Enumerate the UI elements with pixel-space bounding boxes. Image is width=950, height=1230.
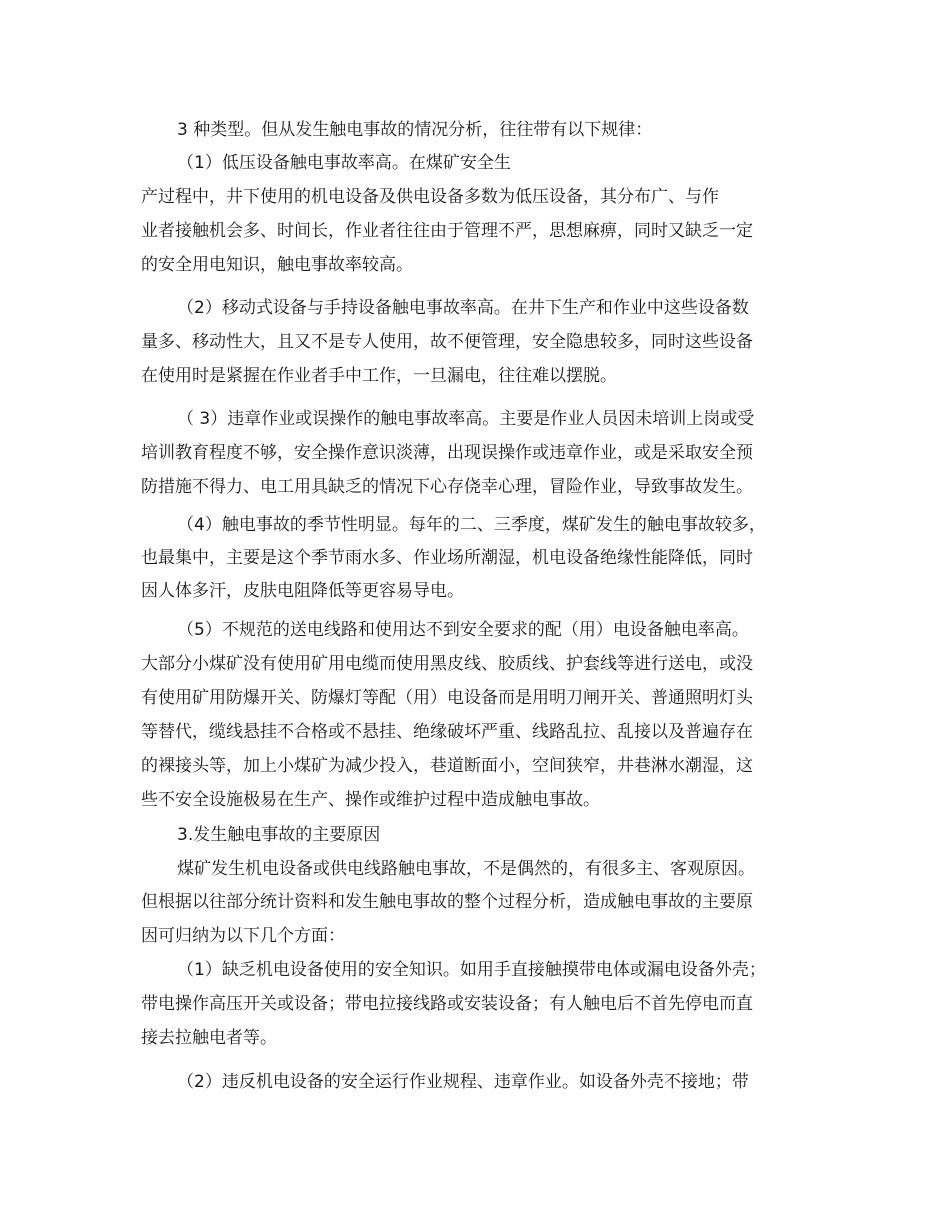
text-line: 些不安全设施极易在生产、操作或维护过程中造成触电事故。 <box>141 790 600 810</box>
text-line: （5）不规范的送电线路和使用达不到安全要求的配（用）电设备触电率高。 <box>177 620 749 640</box>
text-line: 3 种类型。但从发生触电事故的情况分析，往往带有以下规律： <box>177 120 653 140</box>
text-line: 量多、移动性大，且又不是专人使用，故不便管理，安全隐患较多，同时这些设备 <box>141 332 753 352</box>
text-line: （2）移动式设备与手持设备触电事故率高。在井下生产和作业中这些设备数 <box>177 298 749 318</box>
text-line: 的裸接头等，加上小煤矿为减少投入，巷道断面小，空间狭窄，井巷淋水潮湿，这 <box>141 756 753 776</box>
text-line: 等替代，缆线悬挂不合格或不悬挂、绝缘破坏严重、线路乱拉、乱接以及普遍存在 <box>141 722 753 742</box>
text-line: （4）触电事故的季节性明显。每年的二、三季度，煤矿发生的触电事故较多， <box>177 515 766 535</box>
text-line: 大部分小煤矿没有使用矿用电缆而使用黑皮线、胶质线、护套线等进行送电，或没 <box>141 654 753 674</box>
text-line: （ 3）违章作业或误操作的触电事故率高。主要是作业人员因未培训上岗或受 <box>177 409 755 429</box>
text-line: 也最集中，主要是这个季节雨水多、作业场所潮湿，机电设备绝缘性能降低，同时 <box>141 548 753 568</box>
text-line: 煤矿发生机电设备或供电线路触电事故，不是偶然的，有很多主、客观原因。 <box>177 859 755 879</box>
text-line: 但根据以往部分统计资料和发生触电事故的整个过程分析，造成触电事故的主要原 <box>141 892 753 912</box>
text-line: 带电操作高压开关或设备；带电拉接线路或安装设备；有人触电后不首先停电而直 <box>141 994 753 1014</box>
text-line: 因人体多汗，皮肤电阻降低等更容易导电。 <box>141 581 464 601</box>
text-line: 产过程中，井下使用的机电设备及供电设备多数为低压设备，其分布广、与作 <box>141 187 719 207</box>
text-line: 在使用时是紧握在作业者手中工作，一旦漏电，往往难以摆脱。 <box>141 366 617 386</box>
section-heading: 3.发生触电事故的主要原因 <box>177 825 381 845</box>
text-line: 有使用矿用防爆开关、防爆灯等配（用）电设备而是用明刀闸开关、普通照明灯头 <box>141 688 753 708</box>
text-line: 业者接触机会多、时间长，作业者往往由于管理不严，思想麻痹，同时又缺乏一定 <box>141 221 753 241</box>
text-line: （1）缺乏机电设备使用的安全知识。如用手直接触摸带电体或漏电设备外壳； <box>177 960 766 980</box>
text-line: 培训教育程度不够，安全操作意识淡薄，出现误操作或违章作业，或是采取安全预 <box>141 443 753 463</box>
text-line: 接去拉触电者等。 <box>141 1028 277 1048</box>
text-line: 因可归纳为以下几个方面： <box>141 926 345 946</box>
text-line: （2）违反机电设备的安全运行作业规程、违章作业。如设备外壳不接地；带 <box>177 1072 749 1092</box>
text-line: （1）低压设备触电事故率高。在煤矿安全生 <box>177 153 511 173</box>
text-line: 的安全用电知识，触电事故率较高。 <box>141 255 413 275</box>
text-line: 防措施不得力、电工用具缺乏的情况下心存侥幸心理，冒险作业，导致事故发生。 <box>141 477 753 497</box>
